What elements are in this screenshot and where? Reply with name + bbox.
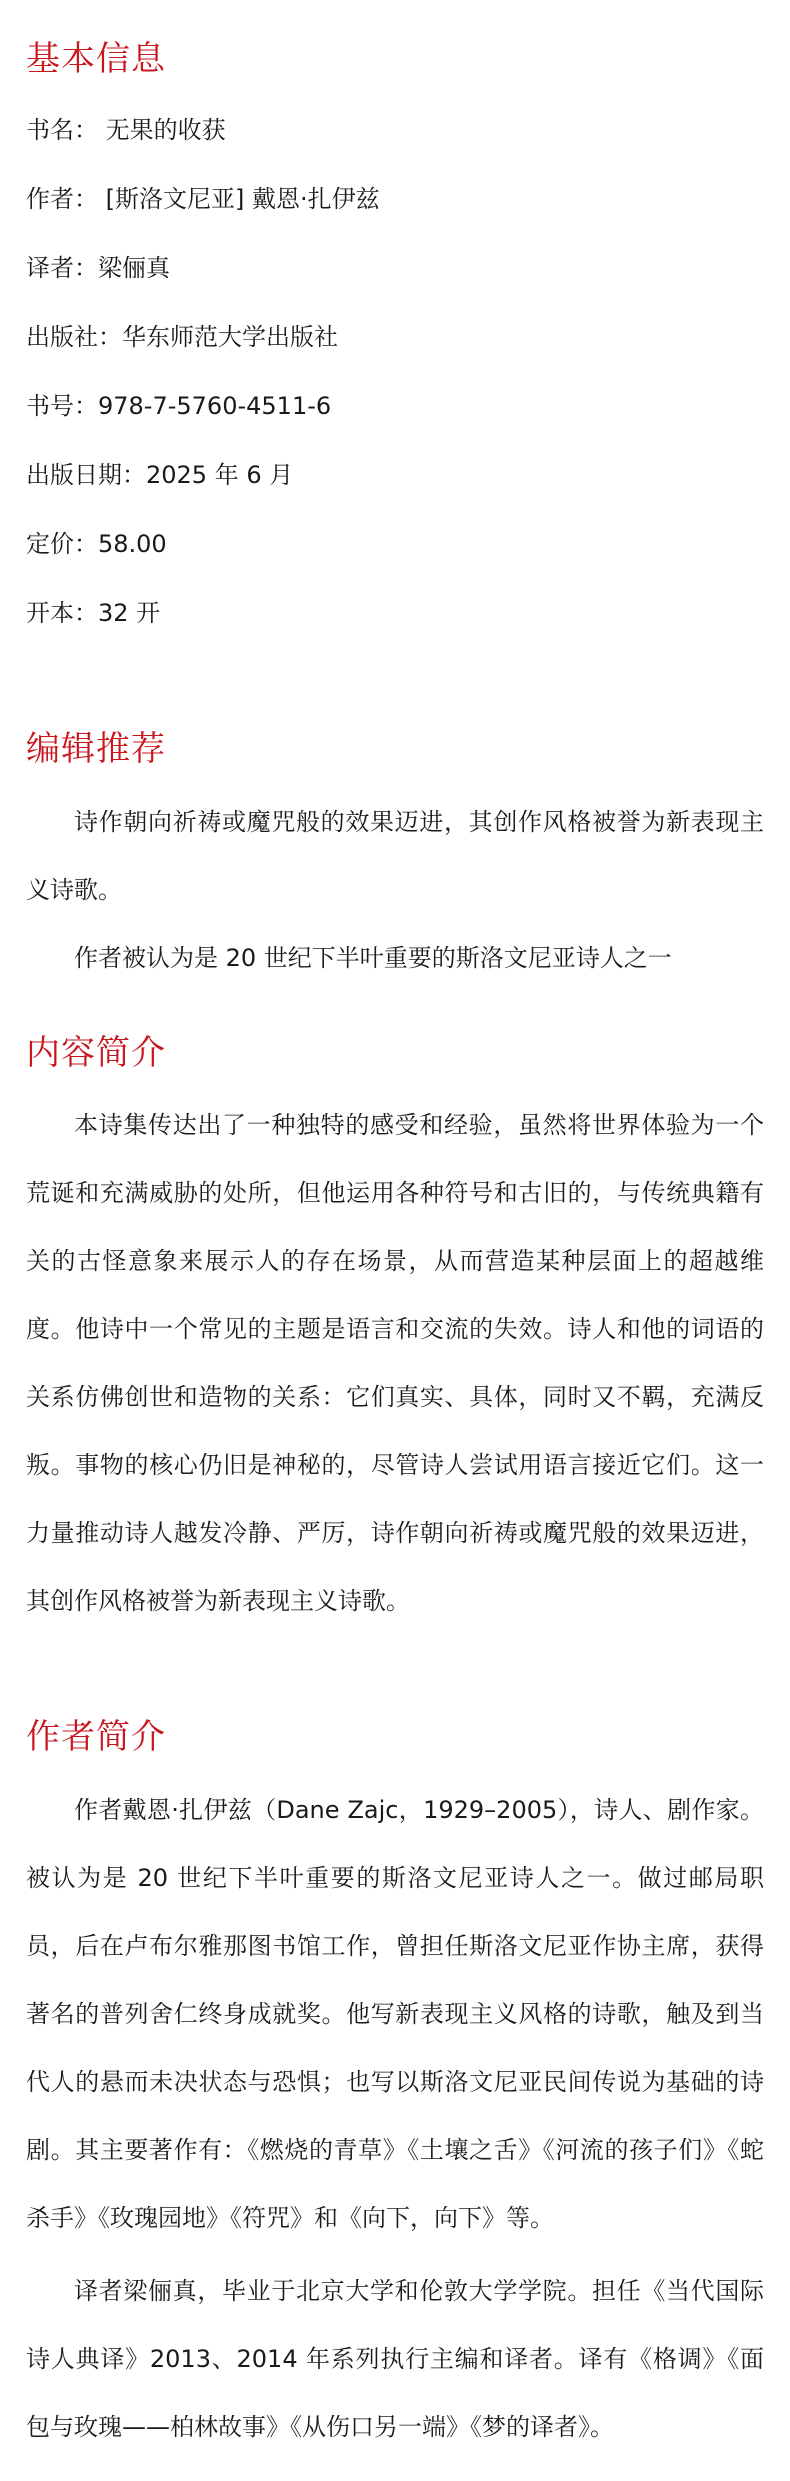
info-format: 开本：32 开: [26, 599, 161, 627]
editor-recommendation-paragraph: 诗作朝向祈祷或魔咒般的效果迈进，其创作风格被誉为新表现主义诗歌。: [26, 808, 764, 904]
info-isbn: 书号：978-7-5760-4511-6: [26, 392, 332, 420]
content-intro-heading: 内容简介: [26, 1033, 166, 1073]
info-price: 定价：58.00: [26, 530, 167, 558]
translator-intro-paragraph: 译者梁俪真，毕业于北京大学和伦敦大学学院。担任《当代国际诗人典译》2013、2014 年系列执行主编和译者。译有《格调》《面包与玫瑰——柏林故事》《从伤口另一端》《梦的译者》。: [26, 2277, 764, 2441]
info-publish-date: 出版日期：2025 年 6 月: [26, 461, 294, 489]
basic-info-heading: 基本信息: [26, 39, 166, 79]
content-intro-paragraph: 本诗集传达出了一种独特的感受和经验，虽然将世界体验为一个荒诞和充满威胁的处所，但他运用各种符号和古旧的，与传统典籍有关的古怪意象来展示人的存在场景，从而营造某种层面上的超越维度。他诗中一个常见的主题是语言和交流的失效。诗人和他的词语的关系仿佛创世和造物的关系：它们真实、具体，同时又不羁，充满反叛。事物的核心仍旧是神秘的，尽管诗人尝试用语言接近它们。这一力量推动诗人越发冷静、严厉，诗作朝向祈祷或魔咒般的效果迈进，其创作风格被誉为新表现主义诗歌。: [26, 1111, 764, 1615]
author-intro-heading: 作者简介: [26, 1717, 166, 1757]
info-translator: 译者：梁俪真: [26, 254, 170, 282]
editor-recommendation-paragraph: 作者被认为是 20 世纪下半叶重要的斯洛文尼亚诗人之一: [74, 944, 672, 972]
info-title: 书名： 无果的收获: [26, 116, 226, 144]
info-author: 作者： [斯洛文尼亚] 戴恩·扎伊兹: [26, 185, 380, 213]
info-publisher: 出版社：华东师范大学出版社: [26, 323, 338, 351]
author-intro-paragraph: 作者戴恩·扎伊兹（Dane Zajc，1929–2005），诗人、剧作家。被认为是 20 世纪下半叶重要的斯洛文尼亚诗人之一。做过邮局职员，后在卢布尔雅那图书馆工作，曾担任斯洛文尼亚作协主席，获得著名的普列舍仁终身成就奖。他写新表现主义风格的诗歌，触及到当代人的悬而未决状态与恐惧；也写以斯洛文尼亚民间传说为基础的诗剧。其主要著作有：《燃烧的青草》《土壤之舌》《河流的孩子们》《蛇杀手》《玫瑰园地》《符咒》和《向下，向下》等。: [26, 1796, 764, 2232]
editor-recommendation-heading: 编辑推荐: [26, 729, 166, 769]
